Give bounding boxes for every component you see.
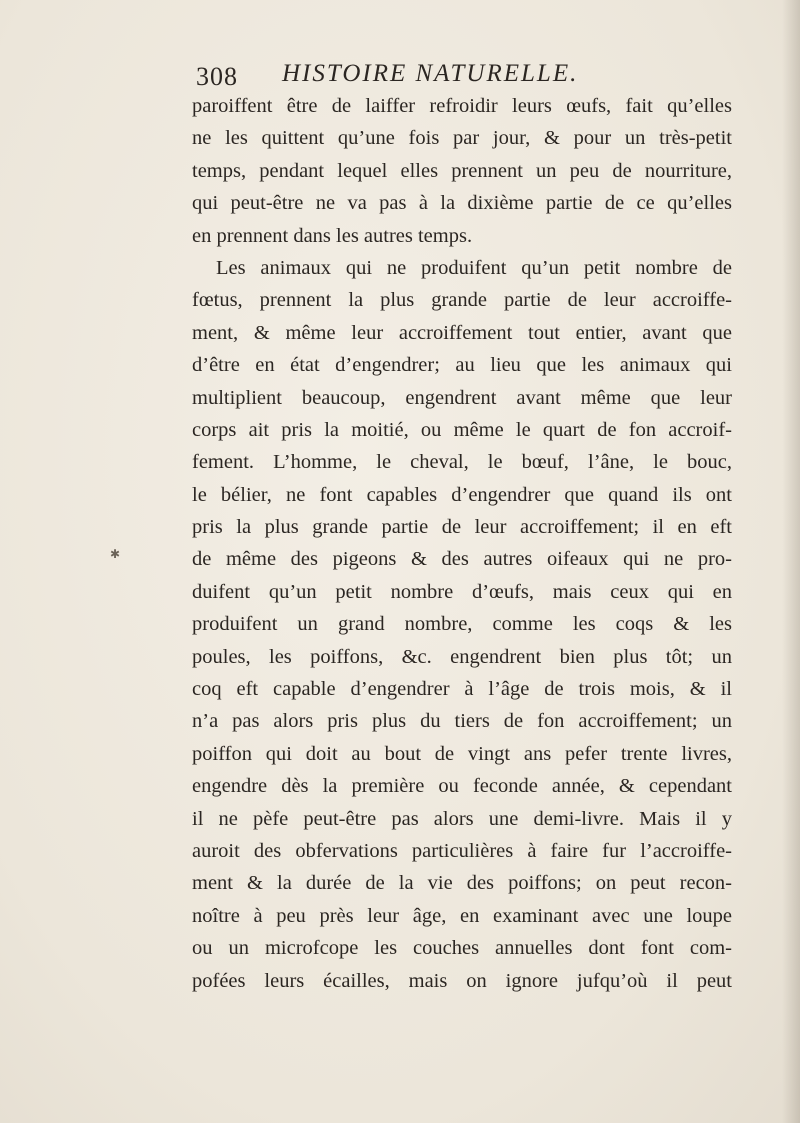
text-line: auroit des obfervations particulières à faire fur l’accroiffe- [192,839,732,862]
text-line: poules, les poiffons, &c. engendrent bien plus tôt; un [192,645,732,668]
text-line: en prennent dans les autres temps. [192,224,473,247]
text-line: fement. L’homme, le cheval, le bœuf, l’âne, le bouc, [192,451,732,474]
text-line: Les animaux qui ne produifent qu’un petit nombre de [216,256,732,279]
text-line: fœtus, prennent la plus grande partie de leur accroiffe- [192,289,732,312]
text-line: ne les quittent qu’une fois par jour, & pour un très-petit [192,127,732,150]
ink-spot: ✱ [110,547,121,561]
page-edge-shadow [782,0,800,1123]
text-line: n’a pas alors pris plus du tiers de fon accroiffement; un [192,710,732,733]
text-line: corps ait pris la moitié, ou même le quart de fon accroif- [192,418,732,441]
text-line: de même des pigeons & des autres oifeaux qui ne pro- [192,548,732,571]
text-line: il ne pèfe peut-être pas alors une demi-livre. Mais il y [192,807,732,830]
text-line: ment & la durée de la vie des poiffons; on peut recon- [192,872,732,895]
text-line: noître à peu près leur âge, en examinant avec une loupe [192,904,732,927]
text-line: duifent qu’un petit nombre d’œufs, mais ceux qui en [192,580,732,603]
text-line: ou un microfcope les couches annuelles dont font com- [192,937,732,960]
text-line: le bélier, ne font capables d’engendrer que quand ils ont [192,483,732,506]
text-line: d’être en état d’engendrer; au lieu que les animaux qui [192,354,732,377]
page-number: 308 [196,62,238,91]
text-line: ment, & même leur accroiffement tout entier, avant que [192,321,732,344]
text-line: pofées leurs écailles, mais on ignore jufqu’où il peut [192,969,732,992]
running-title: HISTOIRE NATURELLE. [282,60,579,87]
text-line: engendre dès la première ou feconde année, & cependant [192,775,732,798]
text-line: multiplient beaucoup, engendrent avant même que leur [192,386,732,409]
text-line: poiffon qui doit au bout de vingt ans pefer trente livres, [192,742,732,765]
text-line: qui peut-être ne va pas à la dixième partie de ce qu’elles [192,192,732,215]
text-line: paroiffent être de laiffer refroidir leurs œufs, fait qu’elles [192,95,732,117]
body-text [192,90,732,997]
text-line: coq eft capable d’engendrer à l’âge de trois mois, & il [192,678,732,701]
page-header [196,58,756,94]
text-line: temps, pendant lequel elles prennent un peu de nourriture, [192,159,732,182]
text-line: produifent un grand nombre, comme les coqs & les [192,613,732,636]
text-line: pris la plus grande partie de leur accroiffement; il en eft [192,516,732,539]
